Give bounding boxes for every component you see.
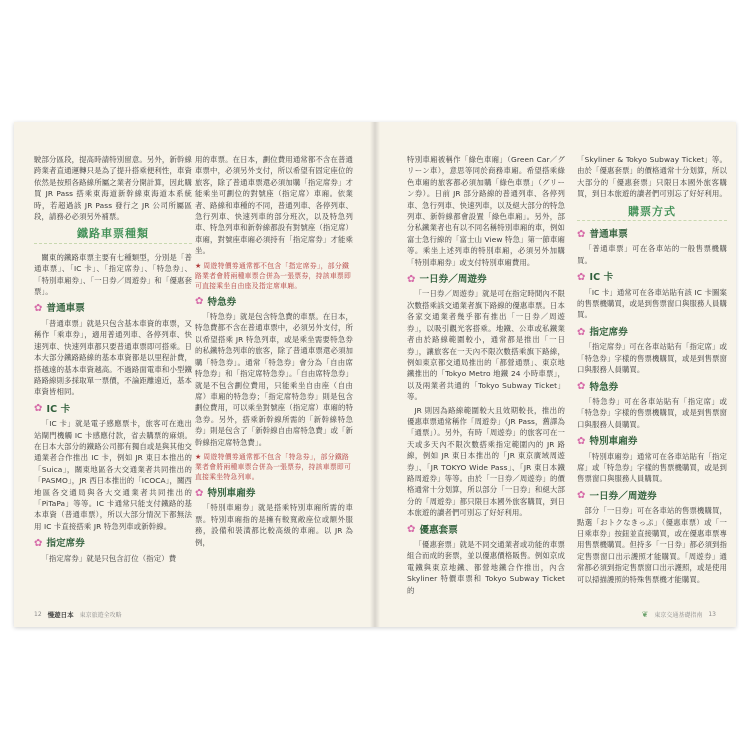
left-page-column-2 <box>195 154 353 550</box>
book-brand: 慢遊日本 <box>47 611 74 619</box>
subheading-regular-ticket <box>577 229 727 240</box>
paragraph: 部分「一日券」可在各車站的售票機購買，點選「おトクなきっぷ」（優惠車票）或「一日乘車券」按鈕並直接購買，或在優惠車票專用售票機購買。但持多「一日券」都必須到指定售票窗口出示護照才能購買。「周遊券」通常都必須到指定售票窗口出示護照，或是使用可以掃描護照的特殊售票機才能購買。 <box>577 506 727 584</box>
subheading-special-car <box>195 488 353 499</box>
note-text: 周遊特價劵通常都不包含「特急券」，部分鐵路業者會將兩種車票合併為一張票券，持該車票即可直接乘坐特急列車。 <box>195 452 352 481</box>
right-page-column-2 <box>577 154 727 587</box>
flower-bullet-icon: ✿ <box>577 271 586 283</box>
flower-bullet-icon: ✿ <box>34 303 43 315</box>
subheading-label: 優惠套票 <box>419 524 458 536</box>
star-icon: ★ <box>195 261 202 270</box>
subheading-label: 特別車廂券 <box>589 436 638 448</box>
flower-bullet-icon: ✿ <box>577 490 586 502</box>
flower-bullet-icon: ✿ <box>407 273 416 285</box>
paragraph: 「普通車票」可在各車站的一般售票機購買。 <box>577 244 727 265</box>
paragraph: 「IC 卡」就是電子感應票卡，旅客可在進出站閘門機觸 IC 卡感應付款，省去購票的麻煩。在日本大部分的鐵路公司都有獨自或是與其他交通業者合作推出 IC 卡，例如 JR 東日本推出的「Suica」，關東地區各大交通業者共同推出的「PASMO」，JR 西日本推出的「ICOCA」，關西地區各交通局與各大交通業者共同推出的「PiTaPa」等等。IC 卡通常只能支付鐵路的基本車資（普通車票），所以大部分情況下都無法用 IC 卡直接搭乘 JR 特急列車或新幹線。 <box>34 419 192 531</box>
flower-bullet-icon: ✿ <box>577 326 586 338</box>
flower-bullet-icon: ✿ <box>407 524 416 536</box>
left-page-footer <box>34 610 122 619</box>
section-heading-ticket-types: 鐵路車票種類 <box>34 228 192 243</box>
subheading-label: IC 卡 <box>589 272 614 284</box>
paragraph: 「一日券／周遊券」就是可在指定時間內不限次數搭乘該交通業者旗下路線的優惠車票。日本各家交通業者幾乎都有推出「一日券／周遊券」，以吸引觀光客搭乘。地鐵、公車或私鐵業者由於路線範圍較小，通常都是推出「一日券」，讓旅客在一天內不限次數搭乘旗下路線，例如東京都交通局推出的「都營通票」、東京地鐵推出的「Tokyo Metro 地鐵 24 小時車票」，以及兩業者共通的「Tokyo Subway Ticket」等。 <box>407 289 565 402</box>
paragraph: 「普通車票」就是只包含基本車資的車票，又稱作「乘車券」，適用普通列車、各停列車、快速列車、快速列車都只要普通車票即可搭乘。日本大部分鐵路路線的基本車資都是以里程計費，搭越遠的基本車資越高。不過路面電車和小型鐵路路線則多採取單一票價，不論距離遠近，基本車資皆相同。 <box>34 318 192 397</box>
subheading-label: 特別車廂券 <box>207 487 256 499</box>
paragraph: 關東的鐵路車票主要有七種類型，分別是「普通車票」、「IC 卡」、「指定席券」、「特急券」、「特別車廂券」、「一日券／周遊券」和「優惠套票」。 <box>34 252 192 297</box>
subheading-discount-package <box>407 525 565 536</box>
subheading-express-ticket <box>195 297 353 308</box>
subheading-day-pass <box>407 274 565 285</box>
subheading-label: 普通車票 <box>46 303 85 315</box>
paragraph: 「指定席券」可在各車站貼有「指定席」或「特急券」字樣的售票機購買，或是到售票窗口與服務人員購買。 <box>577 342 727 375</box>
subheading-label: 指定席券 <box>46 538 85 550</box>
book-subtitle: 東京旅遊全攻略 <box>79 612 122 619</box>
subheading-label: IC 卡 <box>46 403 71 415</box>
subheading-ic-card <box>34 404 192 415</box>
subheading-label: 一日券／周遊券 <box>419 274 487 286</box>
right-page-footer <box>642 610 716 619</box>
subheading-reserved-seat <box>577 327 727 338</box>
subheading-label: 特急券 <box>589 381 619 393</box>
flower-bullet-icon: ✿ <box>577 228 586 240</box>
paragraph: 駛部分區段，提高時請特別留意。另外，新幹線跨業者直通運轉只是為了提升搭乘便利性，車資依然是按照各路線所屬之業者分開計算，因此購買 JR Pass 搭乘東海道新幹線東海道本系統時，若超過該 JR Pass 發行之 JR 公司所屬區段，請務必必須另外補票。 <box>34 155 192 222</box>
paragraph: 「優惠套票」就是不同交通業者或功能的車票組合而成的套票，並以優惠價格販售。例如京成電鐵與東京地鐵、都營地鐵合作推出，內含 Skyliner 特價車票和 Tokyo Subway Ticket 的 <box>407 540 565 595</box>
subheading-ic-card <box>577 272 727 283</box>
flower-bullet-icon: ✿ <box>195 296 204 308</box>
flower-bullet-icon: ✿ <box>577 435 586 447</box>
paragraph: 「特別車廂券」就是搭乘特別車廂所需的車票。特別車廂指的是擁有較寬敞座位或額外服務，設備和裝潢都比較高級的車廂。以 JR 為例， <box>195 503 353 547</box>
subheading-label: 一日券／周遊券 <box>589 490 657 502</box>
paragraph: 「IC 卡」通常可在各車站貼有該 IC 卡圖案的售票機購買，或是到售票窗口與服務人員購買。 <box>577 287 727 320</box>
page-number: 13 <box>708 611 716 618</box>
leaf-icon: ❦ <box>641 610 649 619</box>
flower-bullet-icon: ✿ <box>577 381 586 393</box>
subheading-label: 指定席券 <box>589 326 628 338</box>
paragraph: 「指定席券」就是只包含訂位（指定）費 <box>41 553 177 563</box>
left-page-column-1 <box>34 154 192 566</box>
subheading-special-car <box>577 436 727 447</box>
paragraph: 用的車票。在日本，劃位費用通常都不含在普通車票中，必須另外支付，所以希望有固定座位的旅客，除了普通車票還必須加購「指定席券」才能乘坐可劃位的對號座（指定席）車廂。依業者、路線和車種的不同，普通列車、各停列車、急行列車、快速列車的部分班次，以及特急列車、特急列車和新幹線都設有對號座（指定席）車廂，對號座車廂必須持有「指定席券」才能乘坐。 <box>195 155 353 256</box>
paragraph: 「特急券」就是包含特急費的車票。在日本，特急費都不含在普通車票中，必須另外支付，所以希望搭乘 JR 特急列車，或是乘坐需要特急券的私鐵特急列車的旅客，除了普通車票還必須加購「特急券」。通常「特急券」會分為「自由席特急券」和「指定席特急券」。「自由席特急券」就是不包含劃位費用，只能乘坐自由座（自由席）車廂的特急券；「指定席特急券」則是包含劃位費用，可以乘坐對號座（指定席）車廂的特急券。另外，搭乘新幹線所需的「新幹線特急券」則是包含了「新幹線自由席特急費」或「新幹線指定席特急費」。 <box>195 312 353 447</box>
page-number: 12 <box>34 611 42 618</box>
note-box <box>195 452 353 482</box>
flower-bullet-icon: ✿ <box>34 537 43 549</box>
flower-bullet-icon: ✿ <box>195 487 204 499</box>
note-text: 周遊特價劵通常都不包含「指定席券」，部分鐵路業者會將兩種車票合併為一張票券，持該車票即可直接乘坐自由座及指定席車廂。 <box>195 261 352 290</box>
star-icon: ★ <box>195 452 202 461</box>
subheading-label: 特急券 <box>207 296 237 308</box>
right-page-column-1 <box>407 154 565 598</box>
subheading-label: 普通車票 <box>589 229 628 241</box>
section-heading-how-to-buy: 購票方式 <box>577 206 727 221</box>
paragraph: 「特急券」可在各車站貼有「指定席」或「特急券」字樣的售票機購買，或是到售票窗口與服務人員購買。 <box>577 396 727 429</box>
chapter-subtitle: 東京交通基礎指南 <box>654 612 703 619</box>
paragraph: JR 則因為路線範圍較大且效期較長，推出的優惠車票通常稱作「周遊券」（JR Pass，舊譯為「通票」）。另外，有時「周遊券」的旅客可在一天或多天內不限次數搭乘指定範圍內的 JR 路線，例如 JR 東日本推出的「JR 東京廣域周遊券」、「JR TOKYO Wide Pass」、「JR 東日本鐵路周遊券」等等。由於「一日券／周遊券」的價格通常十分划算，所以部分「一日券」和絕大部分的「周遊券」都只限日本國外旅客購買，到日本旅遊的讀者們可別忘了好好利用。 <box>407 405 565 518</box>
subheading-day-pass <box>577 491 727 502</box>
note-box <box>195 261 353 291</box>
subheading-express-ticket <box>577 382 727 393</box>
flower-bullet-icon: ✿ <box>34 403 43 415</box>
subheading-reserved-seat <box>34 538 192 549</box>
paragraph: 「Skyliner & Tokyo Subway Ticket」等。由於「優惠套票」的價格通常十分划算，所以大部分的「優惠套票」只限日本國外旅客購買，到日本旅遊的讀者們可別忘了好好利用。 <box>577 155 727 199</box>
paragraph: 特別車廂被稱作「綠色車廂」（Green Car／グリーン車），意思等同於商務車廂。希望搭乘綠色車廂的旅客都必須加購「綠色車票」（グリーン券）。日前 JR 部分路線的普通列車、各停列車、急行列車、快速列車，以及絕大部分的特急列車、新幹線都會設置「綠色車廂」。另外，部分私鐵業者也有以不同名稱特別車廂的車，例如富士急行線的「富士山 View 特急」第一節車廂等。乘坐上述列車的特別車廂，必須另外加購「特別車廂券」或支付特別車廂費用。 <box>407 155 565 267</box>
subheading-regular-ticket <box>34 303 192 314</box>
paragraph: 「特別車廂券」通常可在各車站貼有「指定席」或「特急券」字樣的售票機購買，或是到售票窗口與服務人員購買。 <box>577 451 727 484</box>
book-gutter <box>370 122 380 627</box>
book-spread <box>14 122 736 627</box>
